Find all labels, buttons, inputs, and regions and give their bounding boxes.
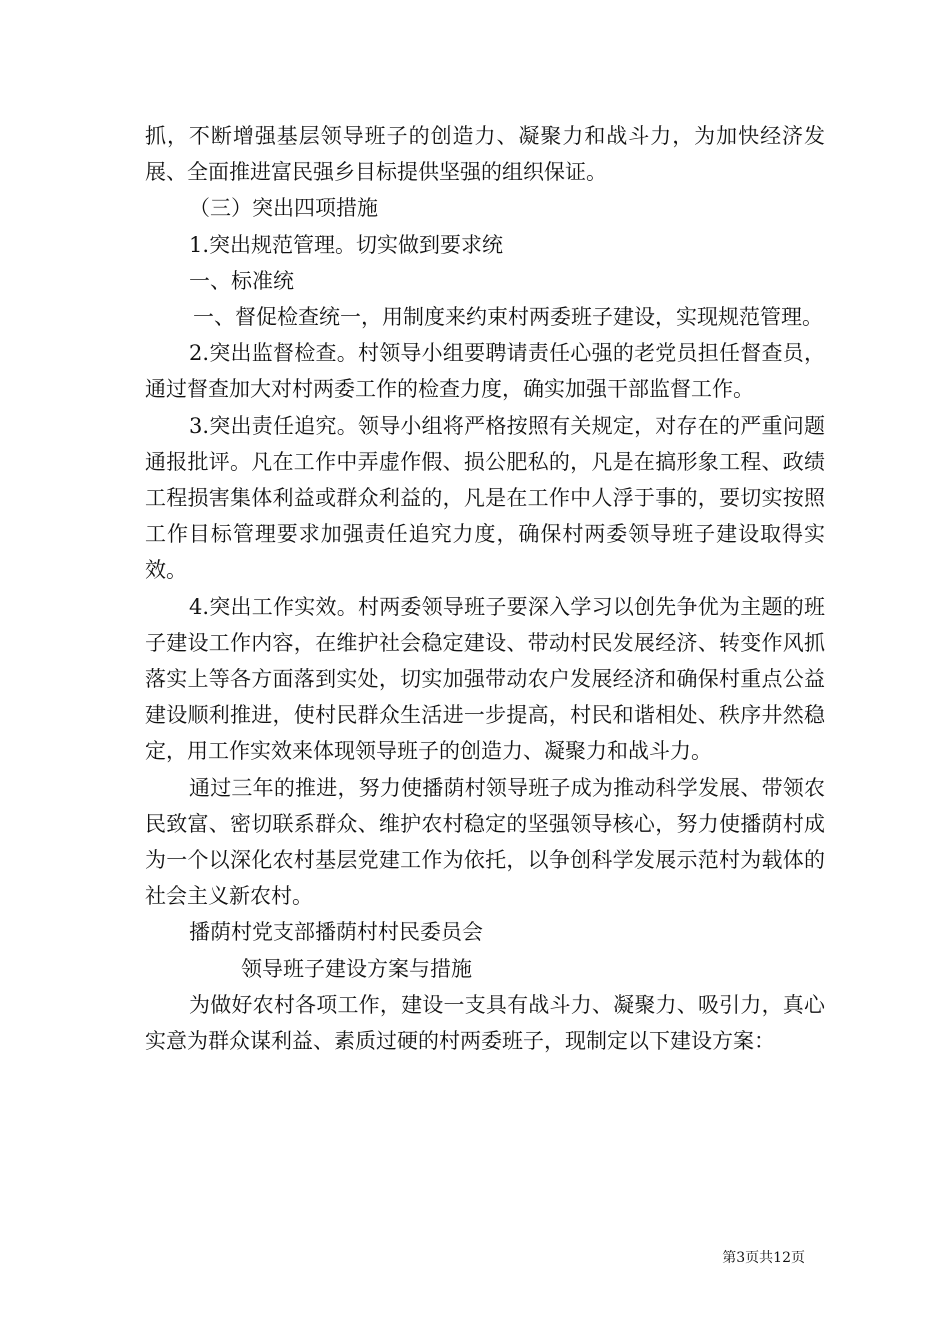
paragraph-item-2: 2.突出监督检查。村领导小组要聘请责任心强的老党员担任督查员，通过督查加大对村两委工作的检查力度，确实加强干部监督工作。	[145, 341, 825, 402]
section-heading-measures: （三）突出四项措施	[189, 196, 378, 221]
paragraph-signature: 播荫村党支部播荫村村民委员会	[189, 920, 483, 945]
page-number: 第3页共12页	[722, 1250, 805, 1266]
document-body	[145, 118, 825, 1059]
paragraph-supervision-unified: 一、督促检查统一，用制度来约束村两委班子建设，实现规范管理。	[193, 305, 823, 330]
paragraph-title: 领导班子建设方案与措施	[241, 956, 472, 981]
paragraph-standard: 一、标准统	[189, 268, 294, 293]
paragraph-item-1: 1.突出规范管理。切实做到要求统	[189, 232, 504, 257]
paragraph-item-4: 4.突出工作实效。村两委领导班子要深入学习以创先争优为主题的班子建设工作内容，在维护社会稳定建设、带动村民发展经济、转变作风抓落实上等各方面落到实处，切实加强带动农户发展经济和确保村重点公益建设顺利推进，使村民群众生活进一步提高，村民和谐相处、秩序井然稳定，用工作实效来体现领导班子的创造力、凝聚力和战斗力。	[145, 594, 825, 764]
paragraph-item-3: 3.突出责任追究。领导小组将严格按照有关规定，对存在的严重问题通报批评。凡在工作中弄虚作假、损公肥私的，凡是在搞形象工程、政绩工程损害集体利益或群众利益的，凡是在工作中人浮于事的，要切实按照工作目标管理要求加强责任追究力度，确保村两委领导班子建设取得实效。	[145, 413, 825, 583]
paragraph-continuation: 抓，不断增强基层领导班子的创造力、凝聚力和战斗力，为加快经济发展、全面推进富民强乡目标提供坚强的组织保证。	[145, 124, 825, 185]
paragraph-summary: 通过三年的推进，努力使播荫村领导班子成为推动科学发展、带领农民致富、密切联系群众、维护农村稳定的坚强领导核心，努力使播荫村成为一个以深化农村基层党建工作为依托，以争创科学发展示范村为载体的社会主义新农村。	[145, 775, 825, 909]
paragraph-intro: 为做好农村各项工作，建设一支具有战斗力、凝聚力、吸引力，真心实意为群众谋利益、素质过硬的村两委班子，现制定以下建设方案：	[145, 992, 825, 1054]
